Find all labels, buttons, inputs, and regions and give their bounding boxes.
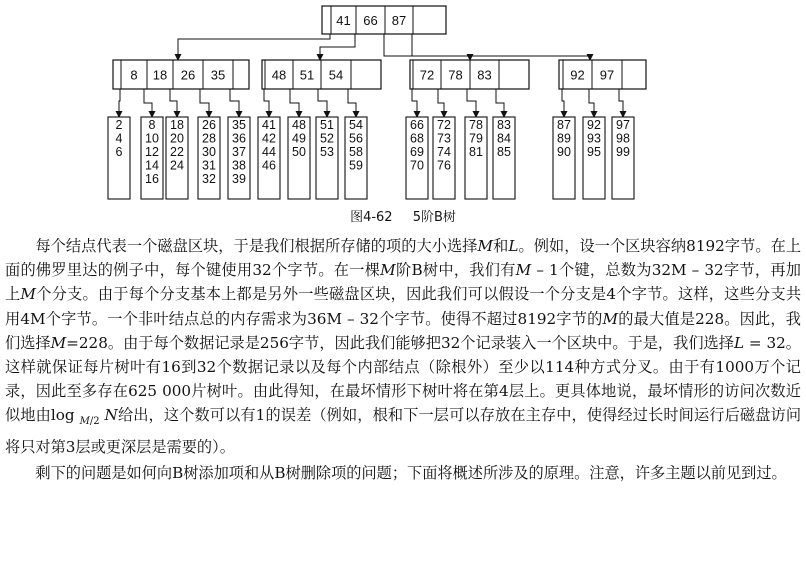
leaf-value: 56 <box>349 131 363 146</box>
leaf-value: 31 <box>202 158 216 173</box>
leaf-value: 58 <box>349 145 363 159</box>
leaf-value: 83 <box>497 118 511 132</box>
leaf-node <box>465 117 487 199</box>
root-node <box>322 6 446 34</box>
leaf-value: 36 <box>232 131 246 146</box>
child-edge <box>496 89 504 117</box>
internal-node-key: 78 <box>448 67 463 83</box>
leaf-value: 22 <box>170 145 184 159</box>
leaf-value: 87 <box>557 118 571 132</box>
leaf-value: 52 <box>320 131 334 146</box>
leaf-value: 12 <box>145 145 159 159</box>
log-expression: log $_{M/2}$ N <box>50 406 118 428</box>
child-edge <box>412 89 417 117</box>
child-edge <box>200 89 209 117</box>
internal-node-key: 97 <box>599 67 615 83</box>
leaf-node <box>583 117 605 199</box>
leaf-node <box>228 117 250 199</box>
child-edge <box>290 89 299 117</box>
body-text <box>5 234 801 485</box>
internal-node-1 <box>113 60 249 89</box>
internal-node-2 <box>262 60 381 89</box>
leaf-node <box>433 117 455 199</box>
leaf-value: 66 <box>410 118 424 132</box>
root-edge <box>178 34 330 60</box>
leaf-value: 8 <box>148 118 156 132</box>
internal-node-key: 72 <box>419 67 435 83</box>
leaf-value: 59 <box>349 158 363 173</box>
leaf-value: 30 <box>202 145 216 159</box>
child-edge <box>562 89 564 117</box>
root-edge <box>320 34 355 60</box>
leaf-value: 46 <box>262 158 276 173</box>
leaf-value: 48 <box>292 118 306 132</box>
leaf-node <box>612 117 634 199</box>
root-node-key: 41 <box>336 13 351 28</box>
root-node-key: 66 <box>363 13 378 28</box>
leaf-value: 78 <box>469 118 483 132</box>
leaf-value: 4 <box>115 131 123 146</box>
leaf-value: 93 <box>587 131 601 146</box>
leaf-node <box>493 117 515 199</box>
internal-node-4 <box>559 60 646 89</box>
paragraph-2: 剩下的问题是如何向B树添加项和从B树删除项的问题；下面将概述所涉及的原理。注意，许多主题以前见到过。 <box>35 463 787 482</box>
leaf-node <box>316 117 338 199</box>
leaf-value: 92 <box>587 118 601 132</box>
leaf-value: 98 <box>616 131 630 146</box>
leaf-value: 32 <box>202 172 216 186</box>
leaf-value: 50 <box>292 145 306 159</box>
child-edge <box>170 89 177 117</box>
leaf-value: 26 <box>202 118 216 132</box>
leaf-value: 51 <box>320 118 334 132</box>
leaf-value: 10 <box>145 131 159 146</box>
leaf-value: 24 <box>170 158 184 173</box>
leaf-value: 37 <box>232 145 246 159</box>
caption-number: 图4-62 <box>350 210 393 225</box>
leaf-value: 20 <box>170 131 184 146</box>
figure-caption <box>0 206 806 225</box>
leaf-value: 68 <box>410 131 424 146</box>
child-edge <box>144 89 152 117</box>
leaf-value: 38 <box>232 158 246 173</box>
leaf-node <box>166 117 188 199</box>
internal-node-key: 48 <box>271 67 287 83</box>
leaf-value: 2 <box>115 118 123 132</box>
leaf-node <box>553 117 575 199</box>
child-edge <box>438 89 444 117</box>
leaf-value: 90 <box>557 145 571 159</box>
leaf-value: 74 <box>437 145 451 159</box>
caption-title: 5阶B树 <box>412 210 456 225</box>
leaf-value: 79 <box>469 131 483 146</box>
root-edge <box>412 34 590 60</box>
internal-node-key: 83 <box>477 67 492 83</box>
leaf-node <box>288 117 310 199</box>
leaf-value: 49 <box>292 131 306 146</box>
leaf-value: 95 <box>587 145 601 159</box>
child-edge <box>589 89 594 117</box>
leaf-value: 54 <box>349 118 363 132</box>
leaf-value: 69 <box>410 145 424 159</box>
leaf-value: 44 <box>262 145 276 159</box>
leaf-value: 53 <box>320 145 334 159</box>
leaf-node <box>406 117 428 199</box>
child-edge <box>119 89 120 117</box>
b-tree-figure <box>0 0 806 200</box>
leaf-value: 16 <box>145 172 159 186</box>
internal-node-key: 26 <box>180 67 196 83</box>
leaf-value: 81 <box>469 145 483 159</box>
leaf-value: 42 <box>262 131 276 146</box>
internal-node-key: 8 <box>130 67 138 83</box>
child-edge <box>318 89 327 117</box>
leaf-node <box>198 117 220 199</box>
leaf-value: 72 <box>437 118 451 132</box>
leaf-node <box>141 117 163 199</box>
internal-node-key: 54 <box>328 67 344 83</box>
child-edge <box>467 89 476 117</box>
internal-node-key: 18 <box>152 67 168 83</box>
leaf-value: 70 <box>410 158 424 173</box>
leaf-value: 76 <box>437 158 451 173</box>
leaf-value: 35 <box>232 118 246 132</box>
child-edge <box>230 89 239 117</box>
internal-node-key: 92 <box>570 67 585 83</box>
internal-node-key: 35 <box>210 67 226 83</box>
leaf-value: 73 <box>437 131 451 146</box>
leaf-value: 97 <box>616 118 630 132</box>
leaf-node <box>258 117 280 199</box>
leaf-value: 6 <box>115 145 123 159</box>
leaf-value: 18 <box>170 118 184 132</box>
leaf-value: 39 <box>232 172 246 186</box>
child-edge <box>348 89 356 117</box>
leaf-value: 41 <box>262 118 276 132</box>
leaf-value: 99 <box>616 145 630 159</box>
root-node-key: 87 <box>391 13 407 28</box>
child-edge <box>619 89 623 117</box>
leaf-node <box>345 117 367 199</box>
leaf-node <box>108 117 130 199</box>
leaf-value: 85 <box>497 145 511 159</box>
leaf-value: 28 <box>202 131 216 146</box>
paragraph-1: 每个结点代表一个磁盘区块，于是我们根据所存储的项的大小选择M和L。例如，设一个区块容纳8192字节。在上面的佛罗里达的例子中，每个键使用32个字节。在一棵M阶B树中，我们有M – 1个键，总数为32M – 32字节，再加上M个分支。由于每个分支基本上都是另外一些磁盘区块，因此我们可以假设一个分支是4个字节。这样，这些分支共用4M个字节。一个非叶结点总的内存需求为36M – 32个字节。使得不超过8192字节的M的最大值是228。因此，我们选择M=228。由于每个数据记录是256字节，因此我们能够把32个记录装入一个区块中。于是，我们选择L = 32。这样就保证每片树叶有16到32个数据记录以及每个内部结点（除根外）至少以114种方式分叉。由于有1000万个记录，因此至多存在625 000片树叶。由此得知，在最坏情形下树叶将在第4层上。更具体地说，最坏情形的访问次数近似地由log $_{M/2}$ N给出，这个数可以有1的误差（例如，根和下一层可以存放在主存中，使得经过长时间运行后磁盘访问将只对第3层或更深层是需要的）。 <box>5 237 802 456</box>
internal-node-3 <box>410 60 529 89</box>
internal-node-key: 51 <box>299 67 315 83</box>
leaf-value: 89 <box>557 131 571 146</box>
leaf-value: 14 <box>145 158 159 173</box>
child-edge <box>264 89 269 117</box>
leaf-value: 84 <box>497 131 511 146</box>
